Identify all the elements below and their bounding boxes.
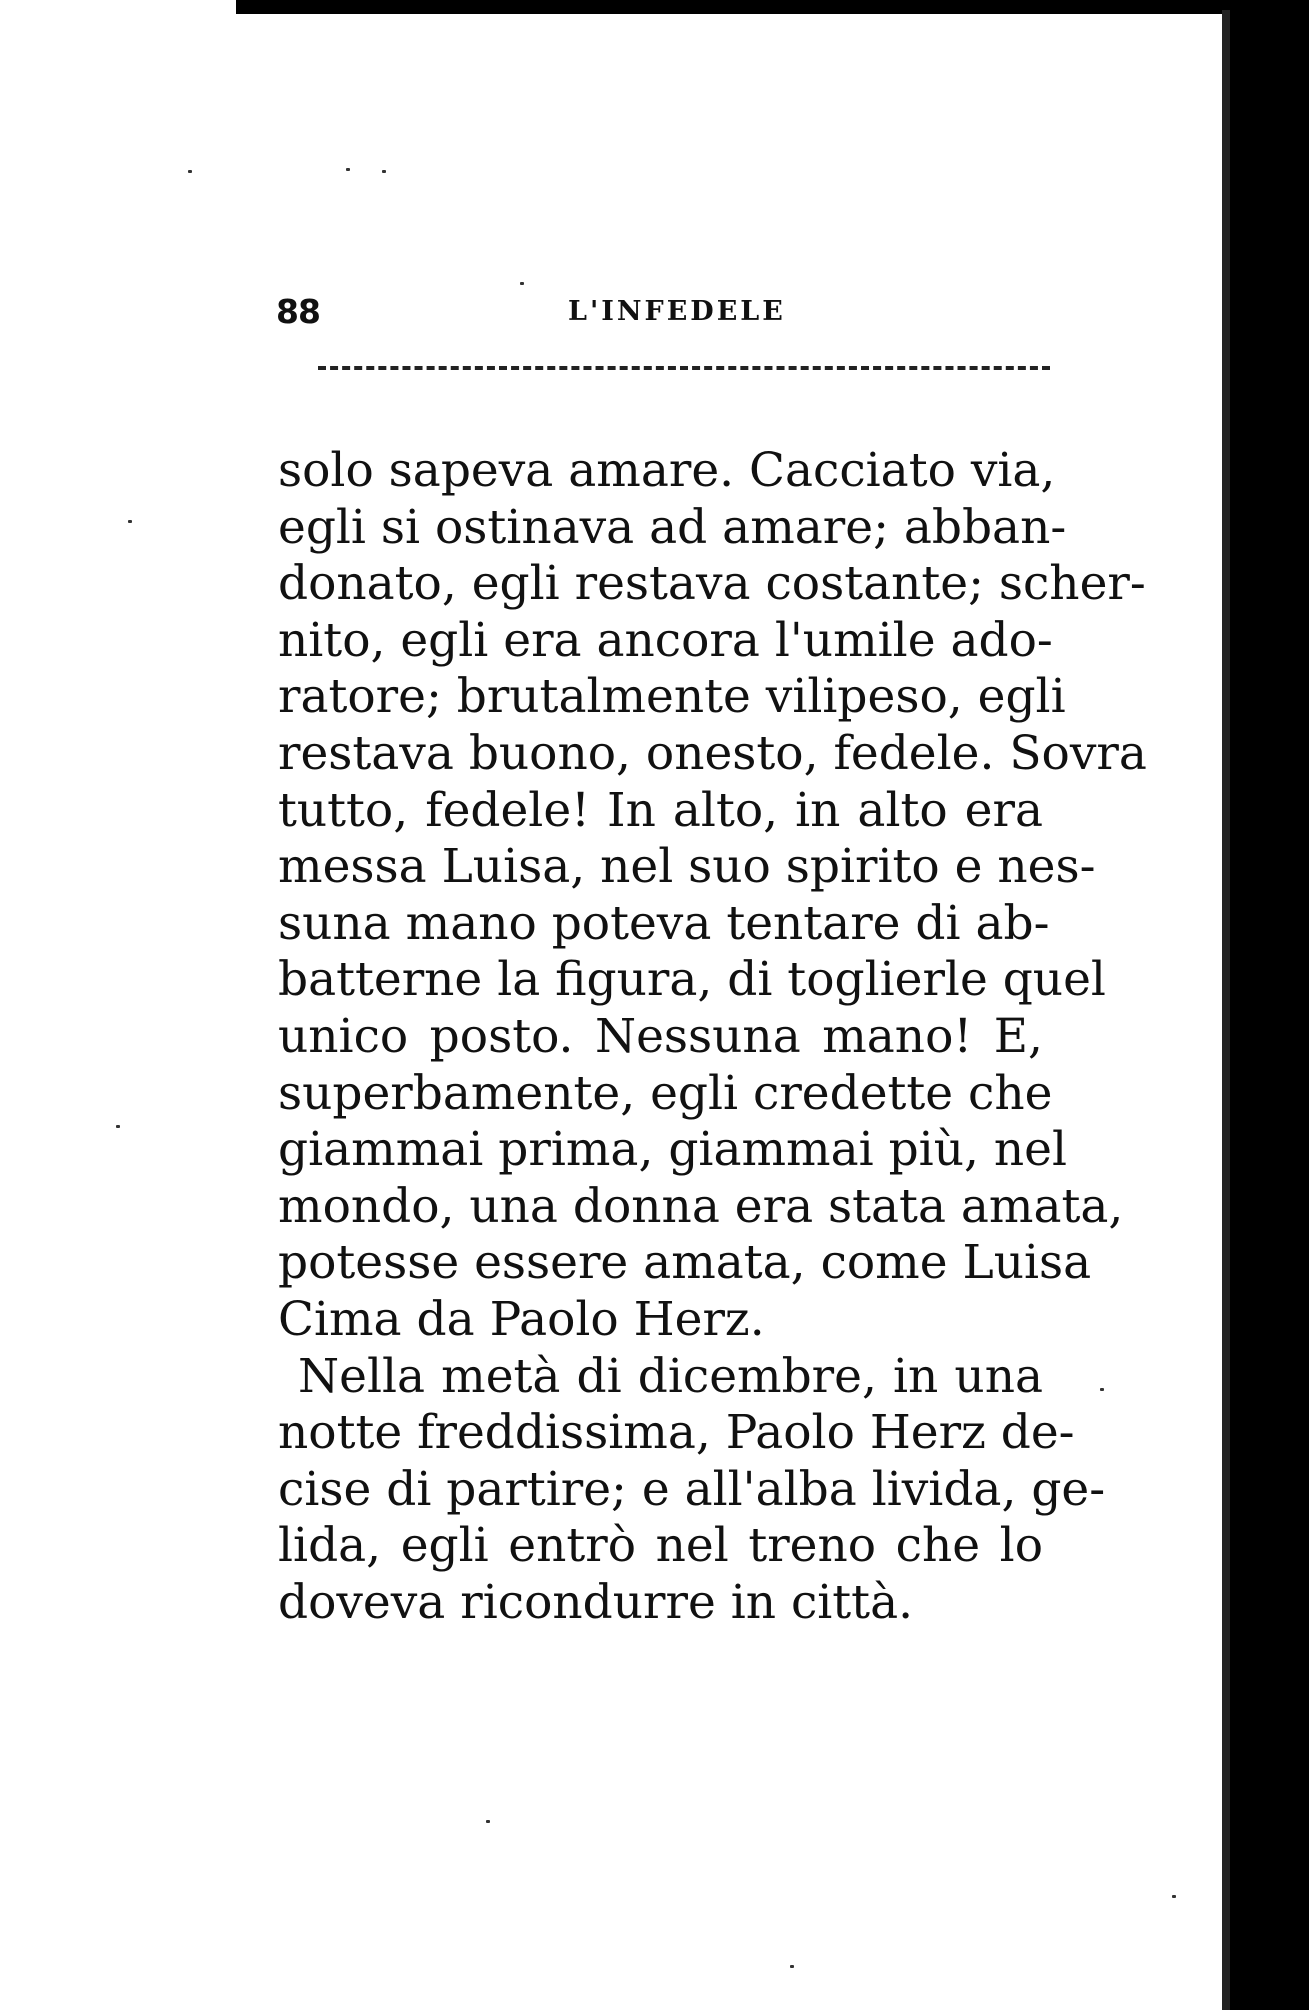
text-line: donato, egli restava costante; scher- <box>278 556 1146 612</box>
text-line: egli si ostinava ad amare; abban- <box>278 499 1067 555</box>
text-line: messa Luisa, nel suo spirito e nes- <box>278 839 1096 895</box>
text-line: restava buono, onesto, fedele. Sovra <box>278 725 1147 781</box>
page-body <box>278 443 1147 1631</box>
text-line: ratore; brutalmente vilipeso, egli <box>278 669 1066 725</box>
text-line: potesse essere amata, come Luisa <box>278 1235 1092 1291</box>
scan-speck <box>128 520 132 523</box>
text-line: giammai prima, giammai più, nel <box>278 1122 1067 1178</box>
page-number: 88 <box>276 292 320 331</box>
scan-speck <box>346 168 350 171</box>
text-line: batterne la figura, di toglierle quel <box>278 952 1106 1008</box>
text-line: Nella metà di dicembre, in una <box>298 1348 1043 1404</box>
text-line: cise di partire; e all'alba livida, ge- <box>278 1461 1106 1517</box>
scan-speck <box>486 1820 490 1823</box>
scan-speck <box>1172 1895 1176 1898</box>
header-rule <box>318 366 1050 370</box>
text-line: solo sapeva amare. Cacciato via, <box>278 443 1056 498</box>
running-title: L'INFEDELE <box>568 296 786 327</box>
text-line: lida, egli entrò nel treno che lo <box>278 1518 1043 1574</box>
text-line: notte freddissima, Paolo Herz de- <box>278 1405 1075 1461</box>
scan-speck <box>188 170 192 173</box>
text-line: mondo, una donna era stata amata, <box>278 1178 1124 1234</box>
scan-speck <box>520 282 524 285</box>
scan-right-edge <box>1230 0 1309 2010</box>
text-line: Cima da Paolo Herz. <box>278 1291 765 1347</box>
scan-speck <box>790 1965 794 1968</box>
text-line: nito, egli era ancora l'umile ado- <box>278 612 1053 668</box>
text-line: suna mano poteva tentare di ab- <box>278 895 1050 951</box>
scan-speck <box>382 170 386 173</box>
text-line: tutto, fedele! In alto, in alto era <box>278 782 1043 838</box>
text-line: superbamente, egli credette che <box>278 1065 1053 1121</box>
scan-top-border <box>236 0 1236 14</box>
scan-speck <box>1100 1388 1104 1391</box>
text-line: doveva ricondurre in città. <box>278 1574 914 1630</box>
scan-speck <box>116 1125 120 1128</box>
text-line: unico posto. Nessuna mano! E, <box>278 1008 1043 1064</box>
